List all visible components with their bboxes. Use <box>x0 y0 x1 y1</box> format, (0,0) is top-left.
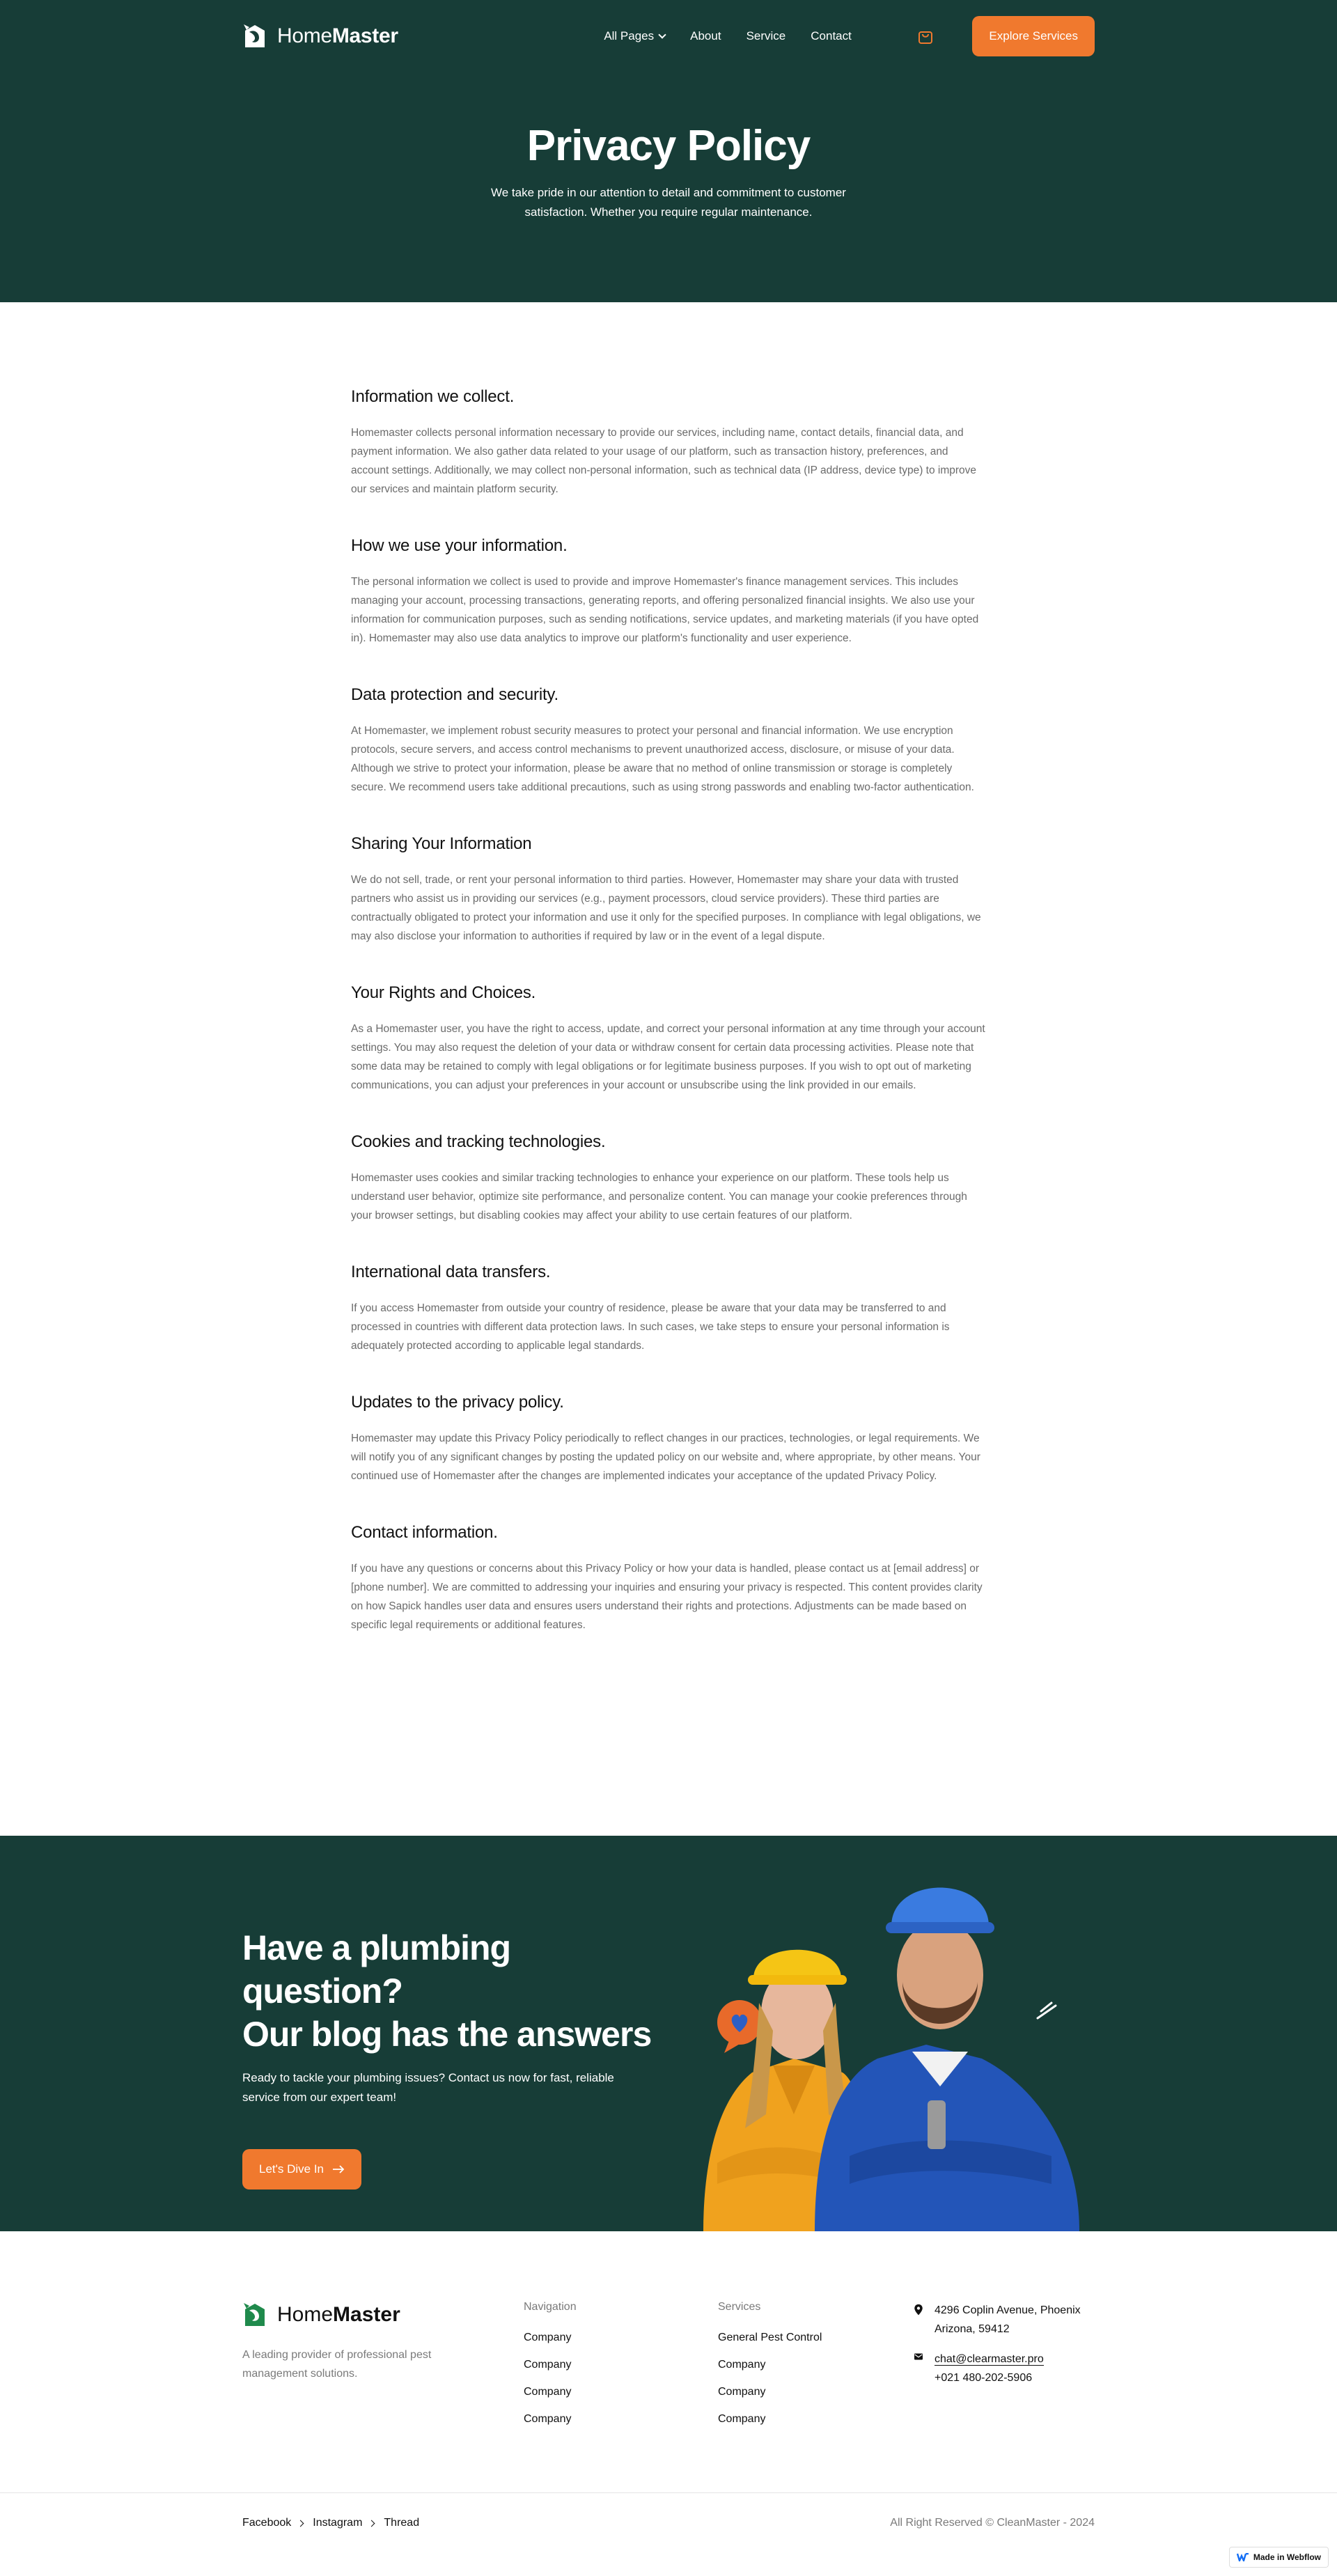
social-links <box>242 2517 419 2529</box>
cta-title-line2: Our blog has the answers <box>242 2015 652 2054</box>
lets-dive-in-label: Let's Dive In <box>259 2162 325 2176</box>
nav-service[interactable]: Service <box>746 29 786 42</box>
mail-icon <box>912 2350 925 2361</box>
footer-service-link[interactable]: Company <box>718 2386 766 2398</box>
section-heading: How we use your information. <box>351 536 568 555</box>
logo-master-text: Master <box>331 24 398 47</box>
heart-bubble-icon <box>717 2000 762 2053</box>
man-worker <box>815 1888 1079 2232</box>
section-heading: International data transfers. <box>351 1263 551 1281</box>
location-pin-icon <box>912 2301 925 2316</box>
nav-links <box>604 29 852 43</box>
section-body: Homemaster collects personal information necessary to provide our services, including name, contact details, financial data, and payment information. We also gather data related to your usage of our platform, such as transaction history, preferences, and account settings. Additionally, we may collect non-personal information, such as technical data (IP address, device type) to improve our services and maintain platform security. <box>351 427 977 495</box>
footer-logo-master: Master <box>333 2303 400 2326</box>
hero-section <box>0 0 1337 302</box>
webflow-badge-text: Made in Webflow <box>1253 2552 1321 2562</box>
workers-image <box>689 1836 1107 2231</box>
logo-mark-icon <box>242 22 267 50</box>
section-body: The personal information we collect is used to provide and improve Homemaster's finance management services. This includes managing your account, processing transactions, generating reports, and offering personalized financial insights. We also use your information for communication purposes, such as sending notifications, service updates, and marketing materials (if you have opted in). Homemaster may also use data analytics to improve our platform's functionality and user experience. <box>351 576 979 644</box>
footer-nav-link[interactable]: Company <box>524 2386 572 2398</box>
policy-section-contact <box>351 1523 986 1634</box>
policy-content <box>351 302 986 1634</box>
footer <box>0 2231 1337 2576</box>
page-title: Privacy Policy <box>526 122 811 170</box>
footer-email-phone <box>912 2350 1093 2387</box>
footer-nav-link[interactable]: Company <box>524 2332 572 2343</box>
policy-section-rights <box>351 983 986 1095</box>
nav-all-pages[interactable] <box>604 29 665 43</box>
footer-bottom-bar <box>242 2517 1095 2529</box>
cta-title-line1: Have a plumbing question? <box>242 1928 511 2011</box>
chevron-right-icon <box>368 2520 375 2527</box>
footer-logo-home: Home <box>277 2303 334 2326</box>
social-facebook[interactable]: Facebook <box>242 2517 292 2529</box>
footer-divider <box>0 2492 1337 2493</box>
section-heading: Cookies and tracking technologies. <box>351 1132 606 1151</box>
cta-title <box>242 1926 660 2056</box>
shopping-bag-icon[interactable] <box>918 28 933 45</box>
policy-section-updates <box>351 1393 986 1485</box>
section-body: We do not sell, trade, or rent your personal information to third parties. However, Homemaster may share your data with trusted partners who assist us in providing our services (e.g., payment processors, cloud service providers). These third parties are contractually obligated to protect your information and use it only for the specified purposes. In compliance with legal obligations, we may also disclose your information to authorities if required by law or in the event of a legal dispute. <box>351 874 981 942</box>
cta-banner <box>0 1836 1337 2231</box>
footer-nav-heading: Navigation <box>524 2301 577 2313</box>
nav-contact[interactable]: Contact <box>811 29 852 42</box>
section-body: If you have any questions or concerns about this Privacy Policy or how your data is handled, please contact us at [email address] or [phone number]. We are committed to addressing your inquiries and ensuring your privacy is respected. This content provides clarity on how Sapick handles user data and ensures users understand their rights and protections. Adjustments can be made based on specific legal requirements or additional features. <box>351 1563 983 1631</box>
section-heading: Updates to the privacy policy. <box>351 1393 564 1412</box>
policy-section-international <box>351 1263 986 1355</box>
policy-section-data-protection <box>351 685 986 797</box>
cta-subtitle: Ready to tackle your plumbing issues? Contact us now for fast, reliable service from our expert team! <box>242 2071 614 2104</box>
footer-navigation-column <box>524 2301 577 2440</box>
section-heading: Contact information. <box>351 1523 498 1542</box>
section-heading: Information we collect. <box>351 387 515 406</box>
top-navbar <box>242 0 1095 72</box>
footer-nav-link[interactable]: Company <box>524 2359 572 2371</box>
section-heading: Your Rights and Choices. <box>351 983 536 1002</box>
section-heading: Sharing Your Information <box>351 834 532 853</box>
section-body: Homemaster may update this Privacy Policy periodically to reflect changes in our practices, technologies, or legal requirements. We will notify you of any significant changes by posting the updated policy on our website and, where appropriate, by other means. Your continued use of Homemaster after the changes are implemented indicates your acceptance of the updated Privacy Policy. <box>351 1433 980 1482</box>
footer-address <box>912 2301 1093 2339</box>
footer-contact-lines <box>935 2350 1044 2387</box>
social-instagram[interactable]: Instagram <box>313 2517 363 2529</box>
nav-right <box>918 16 1095 56</box>
policy-section-use-information <box>351 536 986 648</box>
logo-home-text: Home <box>277 24 332 47</box>
section-body: At Homemaster, we implement robust security measures to protect your personal and financial information. We use encryption protocols, secure servers, and access control mechanisms to prevent unauthorized access, disclosure, or misuse of your data. Although we strive to protect your information, please be aware that no method of online transmission or storage is completely secure. We recommend users take additional precautions, such as using strong passwords and enabling two-factor authentication. <box>351 725 974 793</box>
logo-mark-icon <box>242 2301 267 2329</box>
footer-services-column <box>718 2301 822 2440</box>
footer-service-link[interactable]: Company <box>718 2413 766 2425</box>
page-subtitle: We take pride in our attention to detail and commitment to customer satisfaction. Whether you require regular maintenance. <box>491 186 846 219</box>
section-body: As a Homemaster user, you have the right to access, update, and correct your personal information at any time through your account settings. You may also request the deletion of your data or withdraw consent for certain data processing activities. Please note that some data may be retained to comply with legal obligations or for legitimate business purposes. If you wish to opt out of marketing communications, you can adjust your preferences in your account or unsubscribe using the link provided in our emails. <box>351 1023 985 1091</box>
footer-contact <box>912 2301 1093 2398</box>
copyright: All Right Reserved © CleanMaster - 2024 <box>890 2517 1095 2529</box>
section-body: Homemaster uses cookies and similar tracking technologies to enhance your experience on our platform. These tools help us understand user behavior, optimize site performance, and personalize content. You can manage your cookie preferences through your browser settings, but disabling cookies may affect your ability to use certain features of our platform. <box>351 1172 967 1221</box>
nav-all-pages-label: All Pages <box>604 29 655 42</box>
footer-logo[interactable] <box>242 2301 444 2329</box>
policy-section-cookies <box>351 1132 986 1225</box>
section-body: If you access Homemaster from outside your country of residence, please be aware that your data may be transferred to and processed in countries with different data protection laws. In such cases, we take steps to ensure your personal information is adequately protected according to applicable legal standards. <box>351 1302 950 1352</box>
webflow-logo-icon <box>1237 2553 1249 2561</box>
logo-text <box>277 24 398 48</box>
footer-description: A leading provider of professional pest management solutions. <box>242 2349 432 2380</box>
nav-about[interactable]: About <box>690 29 721 42</box>
chevron-right-icon <box>297 2520 304 2527</box>
logo[interactable] <box>242 22 398 50</box>
footer-address-text: 4296 Coplin Avenue, Phoenix Arizona, 59412 <box>935 2304 1081 2335</box>
footer-services-heading: Services <box>718 2301 761 2313</box>
footer-email-link[interactable]: chat@clearmaster.pro <box>935 2353 1044 2365</box>
policy-section-sharing <box>351 834 986 946</box>
footer-nav-link[interactable]: Company <box>524 2413 572 2425</box>
lets-dive-in-button[interactable] <box>242 2149 361 2189</box>
footer-service-link[interactable]: General Pest Control <box>718 2332 822 2343</box>
footer-logo-text <box>277 2303 400 2327</box>
explore-services-button[interactable]: Explore Services <box>972 16 1095 56</box>
cta-text-block <box>242 1926 660 2189</box>
footer-brand <box>242 2301 444 2383</box>
footer-phone[interactable]: +021 480-202-5906 <box>935 2372 1033 2384</box>
arrow-right-icon <box>332 2165 345 2173</box>
chevron-down-icon <box>658 31 666 38</box>
footer-service-link[interactable]: Company <box>718 2359 766 2371</box>
made-in-webflow-badge[interactable] <box>1229 2547 1329 2568</box>
section-heading: Data protection and security. <box>351 685 558 704</box>
social-thread[interactable]: Thread <box>384 2517 420 2529</box>
policy-section-information-collect <box>351 387 986 499</box>
